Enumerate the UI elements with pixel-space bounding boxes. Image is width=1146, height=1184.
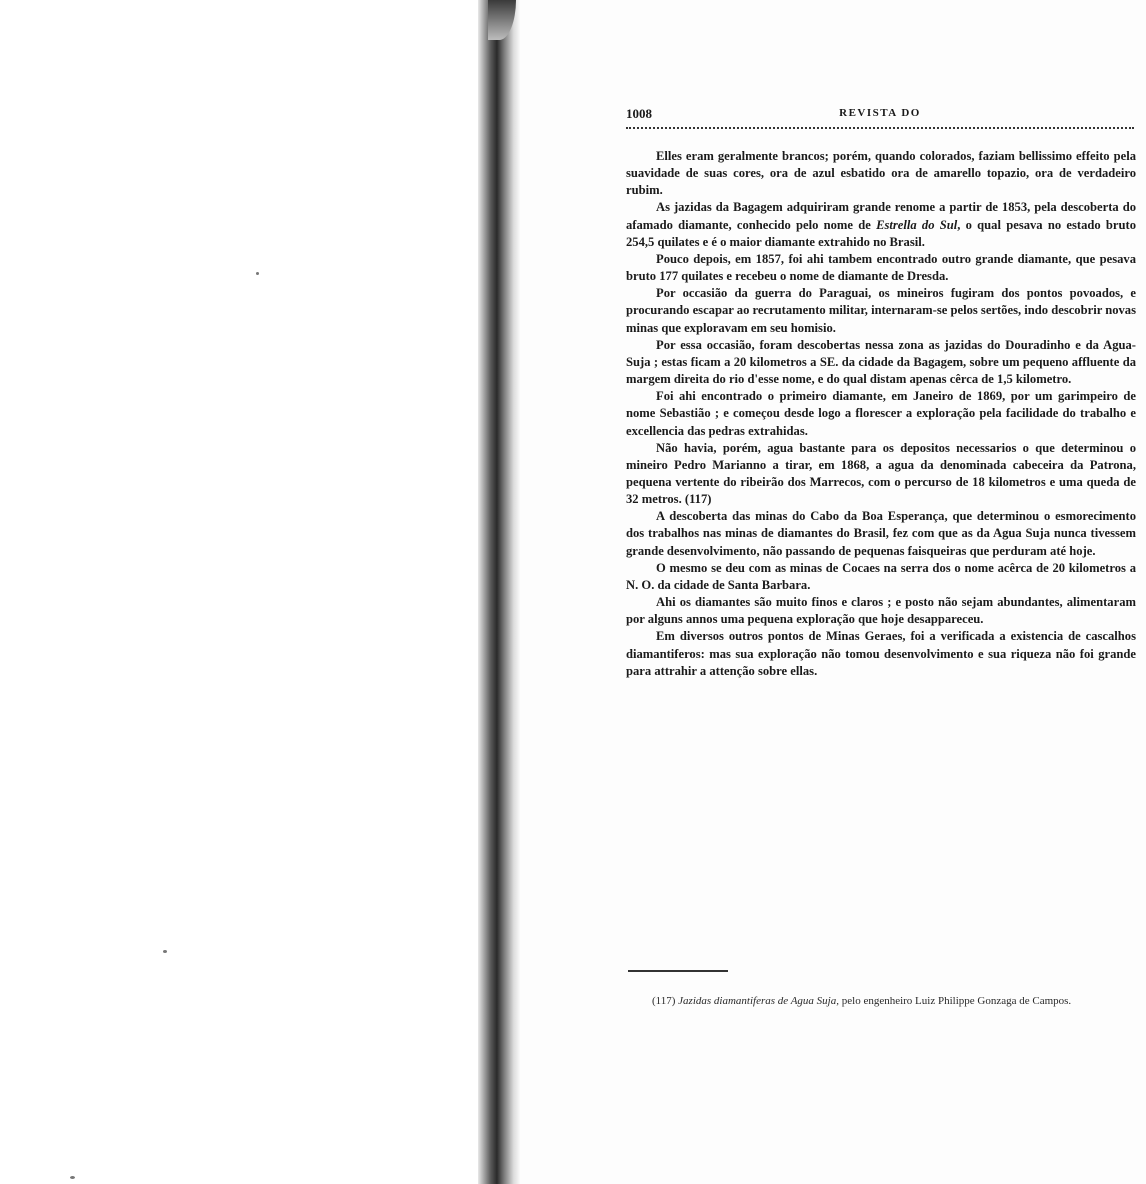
book-gutter [478, 0, 520, 1184]
scan-speck [256, 272, 259, 275]
paragraph [626, 388, 1136, 439]
scan-speck [163, 950, 167, 953]
paragraph-text: A descoberta das minas do Cabo da Boa Esperança, que determinou o esmorecimento dos trabalhos nas minas de diamantes do Brasil, fez com que as da Agua Suja nunca tivessem grande desenvolvimento, não passando de pequenas faisqueiras que perduram até hoje. [626, 509, 1136, 558]
footnote [626, 993, 1136, 1010]
paragraph [626, 508, 1136, 559]
footnote-title: Jazidas diamantiferas de Agua Suja, [678, 995, 839, 1007]
paragraph [626, 337, 1136, 388]
header-rule [626, 127, 1134, 129]
paragraph-text: As jazidas da Bagagem adquiriram grande renome a partir de 1853, pela descoberta do afamado diamante, conhecido pelo nome de [626, 200, 1136, 232]
paragraph-text: Pouco depois, em 1857, foi ahi tambem encontrado outro grande diamante, que pesava bruto 177 quilates e recebeu o nome de diamante de Dresda. [626, 251, 1136, 284]
paragraph [626, 251, 1136, 285]
paragraph [626, 440, 1136, 509]
paragraph-text-cont: , o qual pesava no estado bruto 254,5 quilates e é o maior diamante extrahido no Brasil. [626, 217, 1136, 249]
footnote-rule [628, 970, 728, 972]
paragraph-text: Não havia, porém, agua bastante para os depositos necessarios o que determinou o mineiro Pedro Marianno a tirar, em 1868, a agua da denominada cabeceira da Patrona, pequena vertente do ribeirão dos Marrecos, com o percurso de 18 kilometros e uma queda de 32 metros. (117) [626, 440, 1136, 507]
paragraph-text: Ahi os diamantes são muito finos e claros ; e posto não sejam abundantes, alimentaram por alguns annos uma pequena exploração que hoje desappareceu. [626, 595, 1136, 627]
paragraph [626, 628, 1136, 679]
paragraph-text: O mesmo se deu com as minas de Cocaes na serra dos o nome acêrca de 20 kilometros a N. O. da cidade de Santa Barbara. [626, 560, 1136, 592]
paragraph [626, 148, 1136, 199]
paragraph [626, 285, 1136, 336]
left-blank-page [0, 0, 478, 1184]
paragraph-text: Por occasião da guerra do Paraguai, os mineiros fugiram dos pontos povoados, e procurando escapar ao recrutamento militar, internaram-se pelos sertões, indo descobrir novas minas que exploravam em seu homisio. [626, 286, 1137, 335]
body-text [626, 148, 1136, 680]
paragraph-italic: Estrella do Sul [876, 217, 958, 232]
paragraph [626, 199, 1136, 250]
paragraph-text: Em diversos outros pontos de Minas Geraes, foi a verificada a existencia de cascalhos diamantiferos: mas sua exploração não tomou desenvolvimento e sua riqueza não foi grande para attrahir a attenção sobre ellas. [626, 629, 1136, 678]
paragraph [626, 594, 1136, 628]
page-number: 1008 [626, 106, 652, 121]
running-head: REVISTA DO [839, 107, 921, 119]
scan-speck [70, 1176, 75, 1179]
paragraph-text: Por essa occasião, foram descobertas nessa zona as jazidas do Douradinho e da Agua-Suja ; estas ficam a 20 kilometros a SE. da cidade da Bagagem, sobre um pequeno affluente da margem direita do rio d'esse nome, e do qual distam apenas cêrca de 1,5 kilometro. [626, 337, 1136, 387]
paragraph-text: Elles eram geralmente brancos; porém, quando colorados, faziam bellissimo effeito pela suavidade de suas cores, ora de azul esbatido ora de amarello topazio, ora de verdadeiro rubim. [626, 149, 1136, 198]
page-header [626, 106, 1134, 124]
paragraph-text: Foi ahi encontrado o primeiro diamante, em Janeiro de 1869, por um garimpeiro de nome Sebastião ; e começou desde logo a florescer a exploração pela facilidade do trabalho e excellencia das pedras extrahidas. [626, 389, 1136, 438]
paragraph [626, 560, 1136, 594]
footnote-text: pelo engenheiro Luiz Philippe Gonzaga de Campos. [839, 995, 1072, 1007]
footnote-number: (117) [652, 995, 676, 1007]
